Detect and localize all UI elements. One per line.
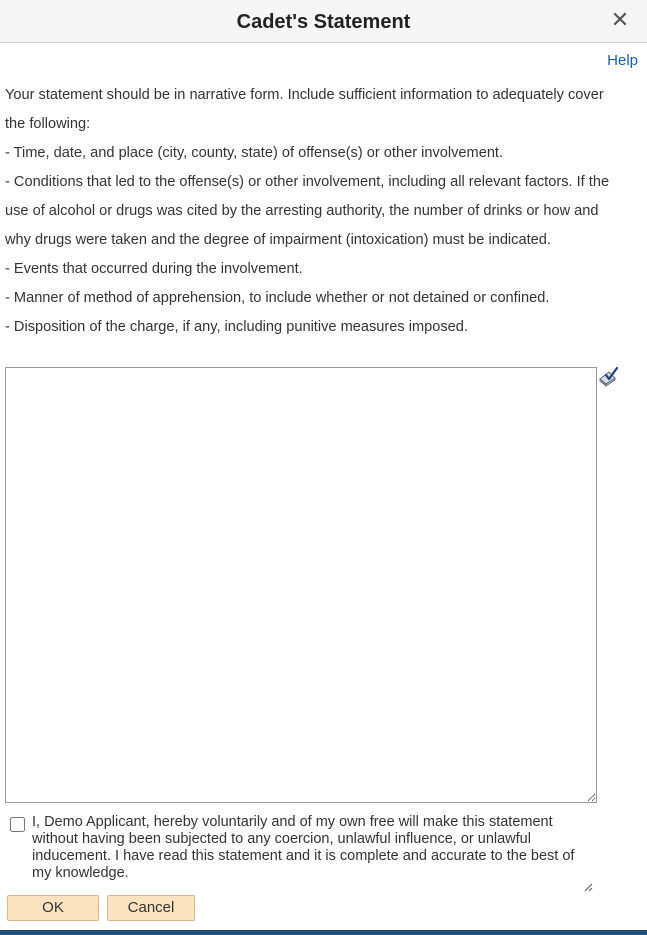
certification-checkbox[interactable] <box>10 817 25 832</box>
resize-grip-icon[interactable] <box>583 879 593 889</box>
instruction-line: - Events that occurred during the involvement. <box>5 261 303 277</box>
instruction-line: - Time, date, and place (city, county, state) of offense(s) or other involvement. <box>5 145 504 161</box>
instruction-line: - Manner of method of apprehension, to include whether or not detained or confined. <box>5 290 550 306</box>
statement-textarea[interactable] <box>5 367 597 803</box>
instruction-line: - Conditions that led to the offense(s) or other involvement, including all relevant factors. If the use of alcohol or drugs was cited by the arresting authority, the number of drinks or how and why drugs were taken and the degree of impairment (intoxication) must be indicated. <box>5 174 610 248</box>
dialog-title: Cadet's Statement <box>236 11 411 33</box>
bottom-bar <box>0 930 647 935</box>
ok-button[interactable]: OK <box>7 895 99 921</box>
instructions-text <box>5 81 615 342</box>
certification-text: I, Demo Applicant, hereby voluntarily and of my own free will make this statement without having been subjected to any coercion, unlawful influence, or unlawful inducement. I have read this statement and it is complete and accurate to the best of my knowledge. <box>32 814 575 881</box>
instruction-line: - Disposition of the charge, if any, including punitive measures imposed. <box>5 319 468 335</box>
close-icon[interactable]: ✕ <box>610 8 630 33</box>
help-link[interactable]: Help <box>607 52 638 69</box>
instruction-line: Your statement should be in narrative form. Include sufficient information to adequately cover the following: <box>5 87 604 132</box>
cancel-button[interactable]: Cancel <box>107 895 195 921</box>
dialog-titlebar <box>0 0 647 43</box>
spellcheck-icon[interactable] <box>597 366 619 388</box>
